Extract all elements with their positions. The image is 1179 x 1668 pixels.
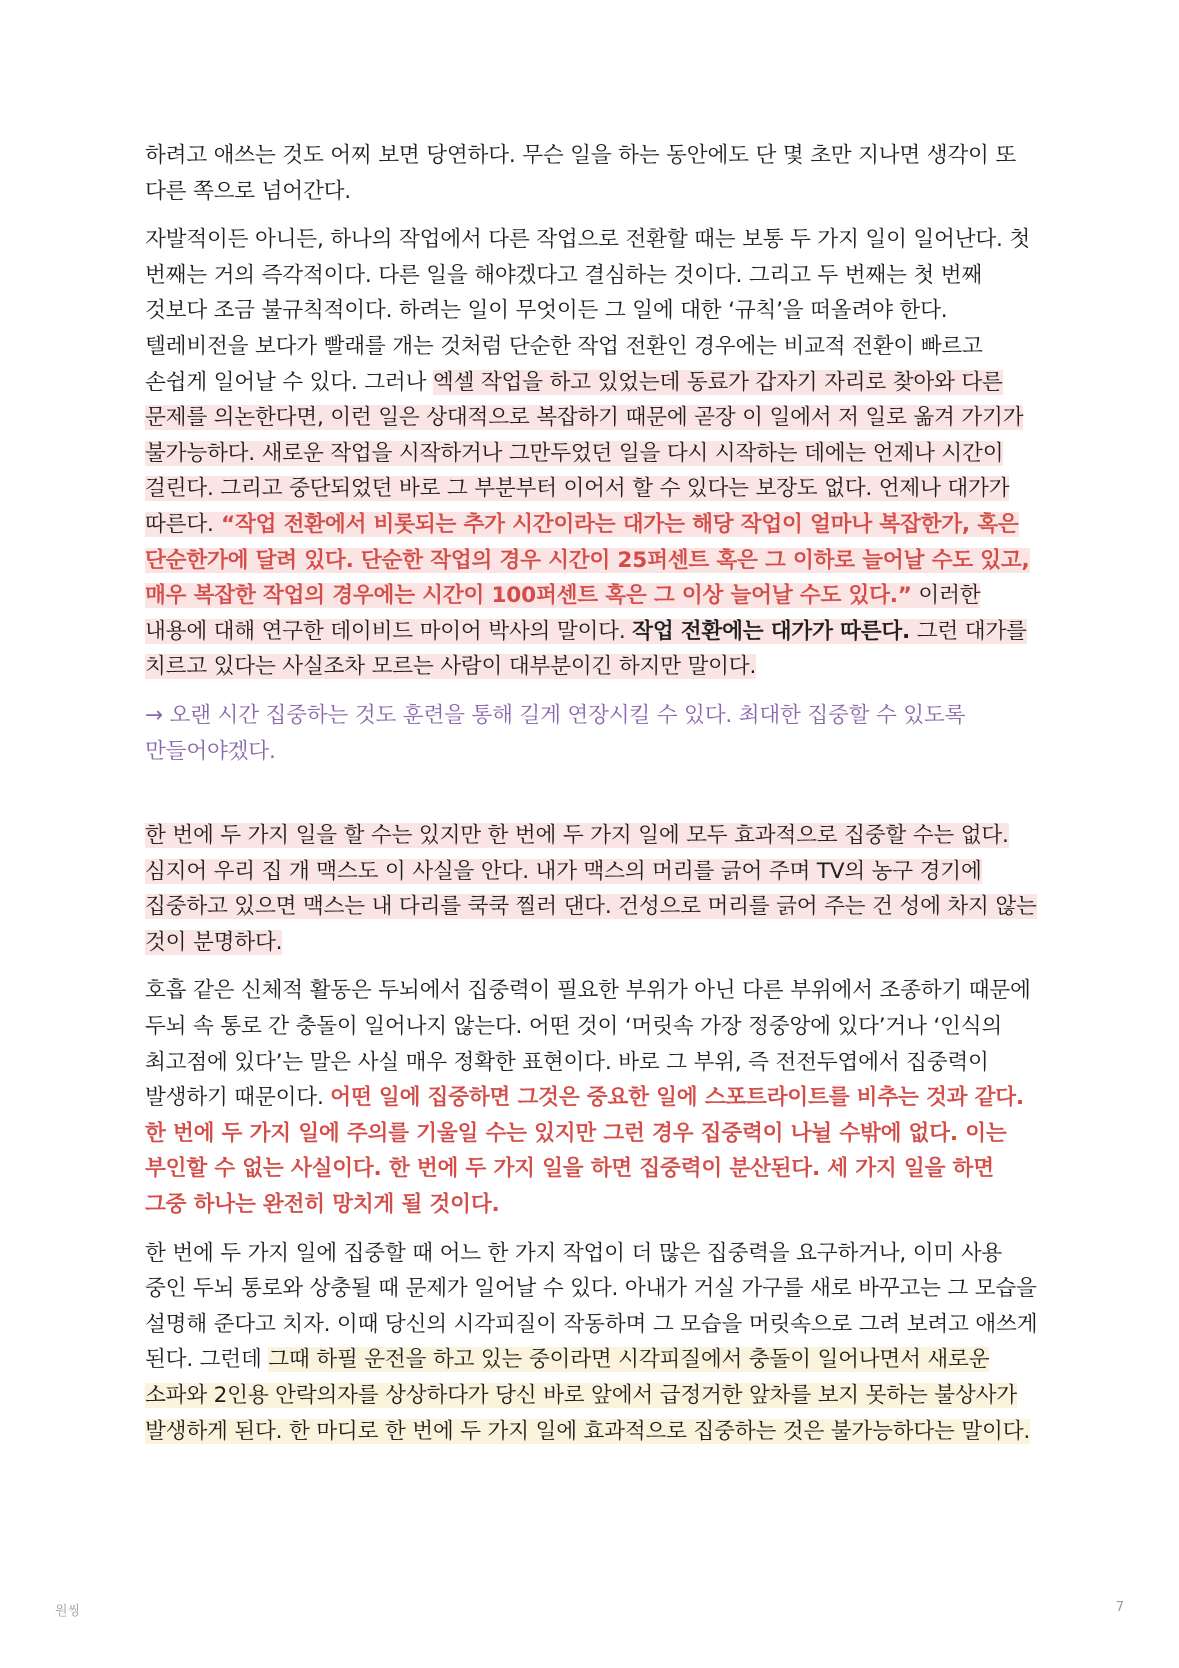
footer-book-title: 원씽 bbox=[55, 1604, 81, 1619]
paragraph-4-text: 호흡 같은 신체적 활동은 두뇌에서 집중력이 필요한 부위가 아닌 다른 부위에서 조종하기 때문에 두뇌 속 통로 간 충돌이 일어나지 않는다. 어떤 것이 ‘머릿속 가장 정중앙에 있다’거나 ‘인식의 최고점에 있다’는 말은 사실 매우 정확한 표현이다. 바로 그 부위, 즉 전전두엽에서 집중력이 발생하기 때문이다. bbox=[145, 978, 1031, 1111]
paragraph-2-text: 자발적이든 아니든, 하나의 작업에서 다른 작업으로 전환할 때는 보통 두 가지 일이 일어난다. 첫 번째는 거의 즉각적이다. 다른 일을 해야겠다고 결심하는 것이다. 그리고 두 번째는 첫 번째 것보다 조금 불규칙적이다. 하려는 일이 무엇이든 그 일에 대한 ‘규칙’을 떠올려야 한다. 텔레비전을 보다가 빨래를 개는 것처럼 단순한 작업 전환인 경우에는 비교적 전환이 빠르고 손쉽게 일어날 수 있다. 그러나 bbox=[145, 227, 1031, 395]
yellow-highlight: 그때 하필 운전을 하고 있는 중이라면 시각피질에서 충돌이 일어나면서 새로운 소파와 2인용 안락의자를 상상하다가 당신 바로 앞에서 급정거한 앞차를 보지 못하는 불상사가 발생하게 된다. 한 마디로 한 번에 두 가지 일에 효과적으로 집중하는 것은 불가능하다는 말이다. bbox=[145, 1347, 1031, 1444]
paragraph-4 bbox=[145, 973, 1038, 1222]
paragraph-2 bbox=[145, 222, 1038, 685]
page-number: 7 bbox=[1115, 1600, 1124, 1615]
paragraph-5 bbox=[145, 1236, 1038, 1450]
paragraph-3 bbox=[145, 818, 1038, 960]
note-comment: → 오랜 시간 집중하는 것도 훈련을 통해 길게 연장시킬 수 있다. 최대한 집중할 수 있도록 만들어야겠다. bbox=[145, 702, 966, 764]
quote-attribution: 이러한 내용에 대해 연구한 데이비드 마이어 박사의 말이다. bbox=[145, 583, 981, 644]
paragraph-1: 하려고 애쓰는 것도 어찌 보면 당연하다. 무슨 일을 하는 동안에도 단 몇 초만 지나면 생각이 또 다른 쪽으로 넘어간다. bbox=[145, 143, 1017, 204]
red-emphasis: 어떤 일에 집중하면 그것은 중요한 일에 스포트라이트를 비추는 것과 같다. 한 번에 두 가지 일에 주의를 기울일 수는 있지만 그런 경우 집중력이 나뉠 수밖에 없다. 이는 부인할 수 없는 사실이다. 한 번에 두 가지 일을 하면 집중력이 분산된다. 세 가지 일을 하면 그중 하나는 완전히 망치게 될 것이다. bbox=[145, 1085, 1024, 1218]
highlight-text: 엑셀 작업을 하고 있었는데 동료가 갑자기 자리로 찾아와 다른 문제를 의논한다면, 이런 일은 상대적으로 복잡하기 때문에 곧장 이 일에서 저 일로 옮겨 가기가 불가능하다. 새로운 작업을 시작하거나 그만두었던 일을 다시 시작하는 데에는 언제나 시간이 걸린다. 그리고 중단되었던 바로 그 부분부터 이어서 할 수 있다는 보장도 없다. 언제나 대가가 따른다. bbox=[145, 369, 1024, 537]
paragraph-5-text: 한 번에 두 가지 일에 집중할 때 어느 한 가지 작업이 더 많은 집중력을 요구하거나, 이미 사용 중인 두뇌 통로와 상충될 때 문제가 일어날 수 있다. 아내가 거실 가구를 새로 바꾸고는 그 모습을 설명해 준다고 치자. 이때 당신의 시각피질이 작동하며 그 모습을 머릿속으로 그려 보려고 애쓰게 된다. 그런데 bbox=[145, 1240, 1038, 1373]
paragraph-2-tail: 그런 대가를 치르고 있다는 사실조차 모르는 사람이 대부분이긴 하지만 말이다. bbox=[145, 618, 1027, 680]
bold-statement: 작업 전환에는 대가가 따른다. bbox=[632, 618, 911, 644]
page-content bbox=[145, 138, 1038, 1462]
pink-highlight bbox=[145, 370, 1030, 680]
section-gap bbox=[145, 782, 1038, 818]
pink-highlight-paragraph-3: 한 번에 두 가지 일을 할 수는 있지만 한 번에 두 가지 일에 모두 효과적으로 집중할 수는 없다. 심지어 우리 집 개 맥스도 이 사실을 안다. 내가 맥스의 머리를 긁어 주며 TV의 농구 경기에 집중하고 있으면 맥스는 내 다리를 쿡쿡 찔러 댄다. 건성으로 머리를 긁어 주는 건 성에 차지 않는 것이 분명하다. bbox=[145, 823, 1037, 955]
research-quote: “작업 전환에서 비롯되는 추가 시간이라는 대가는 해당 작업이 얼마나 복잡한가, 혹은 단순한가에 달려 있다. 단순한 작업의 경우 시간이 25퍼센트 혹은 그 이하로 늘어날 수도 있고, 매우 복잡한 작업의 경우에는 시간이 100퍼센트 혹은 그 이상 늘어날 수도 있다.” bbox=[145, 511, 1030, 609]
